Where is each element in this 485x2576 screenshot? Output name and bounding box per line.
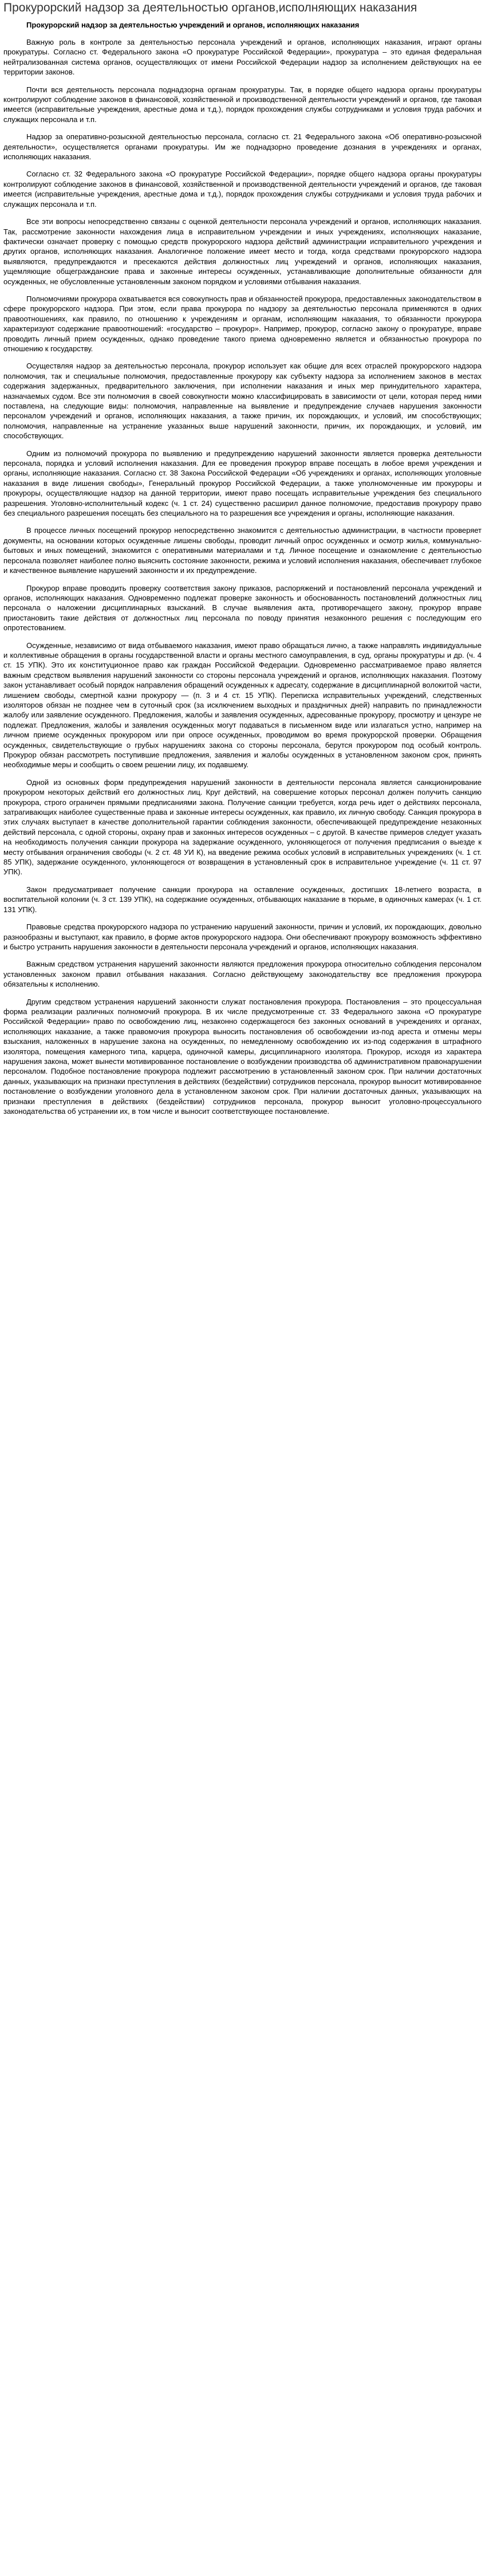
paragraph: Другим средством устранения нарушений законности служат постановления прокурора. Постановления – это процессуальная форма реализации различных полномочий прокурора. В их числе предусмотренные ст. 33 Федерального закона «О прокуратуре Российской Федерации» право по освобождению лиц, незаконно содержащегося без законных оснований в учреждениях и органах, исполняющих наказание, а также правомочия прокурора выносить постановления об освобождении из-под ареста и отмены меры взыскания, наложенных в нарушение закона на осужденных, по немедленному освобождению их из-под содержания в штрафного изолятора, помещения камерного типа, карцера, одиночной камеры, дисциплинарного изолятора. Прокурор, исходя из характера нарушения закона, может вынести мотивированное постановление о возбуждении производства об административном правонарушении персоналом. Подобное постановление прокурора подлежит рассмотрению в установленный законом срок. При наличии достаточных данных, указывающих на признаки преступления в действиях (бездействии) сотрудников персонала, прокурор выносит мотивированное постановление о возбуждении уголовного дела в установленном законом срок. При наличии достаточных данных, указывающих на признаки преступления в действиях (бездействии) сотрудников персонала, прокурор выносит уголовно-процессуального законодательства об устранении их, в том числе и выносит соответствующее постановление. — [3, 997, 482, 1116]
page-title: Прокурорский надзор за деятельностью органов,исполняющих наказания — [3, 1, 417, 14]
paragraph: Закон предусматривает получение санкции прокурора на оставление осужденных, достигших 18-летнего возраста, в воспитательной колонии (ч. 3 ст. 139 УПК), на содержание осужденных, отбывающих наказание в тюрьме, в одиночных камерах (ч. 1 ст. 131 УПК). — [3, 885, 482, 914]
paragraph: Осужденные, независимо от вида отбываемого наказания, имеют право обращаться лично, а также направлять индивидуальные и коллективные обращения в органы государственной власти и органы местного самоуправления, в суд, органы прокуратуры и др. (ч. 4 ст. 15 УПК). Это их конституционное право как граждан Российской Федерации. Одновременно рассматриваемое право является важным средством выявления нарушений законности со стороны персонала учреждений и органов, исполняющих наказания. Поэтому закон устанавливает особый порядок направления обращений осужденных к адресату, содержание в дисциплинарной волокитой части, лишением свободы, смертной казни прокурору — (п. 3 и 4 ст. 15 УПК). Переписка исправительных учреждений, следственных изоляторов обязан не позднее чем в суточный срок (за исключением выходных и праздничных дней) направить по принадлежности жалобу или заявление осужденного. Предложения, жалобы и заявления осужденных, адресованные прокурору, просмотру и цензуре не подлежат. Предложения, жалобы и заявления осужденных могут подаваться в письменном виде или излагаться устно, например на личном приеме осужденных прокурором или при опросе осужденных, проводимом во время прокурорской проверки. Обращения осужденных, свидетельствующие о грубых нарушениях закона со стороны персонала, берутся прокурором под особый контроль. Прокурор обязан рассмотреть поступившие предложения, заявления и жалобы осужденных в установленном законом срок, принять необходимые меры и сообщить о своем решении лицу, их подавшему. — [3, 641, 482, 769]
section-heading: Прокурорский надзор за деятельностью учреждений и органов, исполняющих наказания — [26, 21, 360, 29]
paragraph: Надзор за оперативно-розыскной деятельностью персонала, согласно ст. 21 Федерального закона «Об оперативно-розыскной деятельности», осуществляется органами прокуратуры. Им же поднадзорно проведение дознания в учреждениях и органах, исполняющих наказания. — [3, 132, 482, 162]
paragraph: В процессе личных посещений прокурор непосредственно знакомится с деятельностью администрации, в частности проверяет документы, на основании которых осужденные лишены свободы, проводит личный опрос осужденных и осмотр жилья, коммунально-бытовых и иных помещений, знакомится с оперативными материалами и т.д. Личное посещение и ознакомление с деятельностью персонала позволяет наиболее полно выяснить состояние законности, режима и условий исполнения наказания, обеспечивает глубокое и качественное выявление нарушений законности и их предупреждение. — [3, 526, 482, 575]
paragraph: Почти вся деятельность персонала поднадзорна органам прокуратуры. Так, в порядке общего надзора органы прокуратуры контролируют соблюдение законов в финансовой, хозяйственной и производственной деятельности учреждений и органов, где таковая имеется (исправительные учреждения, арестные дома и т.д.), порядок прохождения службы сотрудниками и условия труда рабочих и служащих персонала и т.п. — [3, 85, 482, 124]
paragraph: Важным средством устранения нарушений законности являются предложения прокурора относительно соблюдения персоналом установленных законом правил отбывания наказания. Согласно действующему законодательству все предложения прокурора обязательны к исполнению. — [3, 960, 482, 989]
paragraph: Полномочиями прокурора охватывается вся совокупность прав и обязанностей прокурора, предоставленных законодательством в сфере прокурорского надзора. При этом, если права прокурора по надзору за деятельностью персонала применяются в одних правоотношениях, как правило, по отношению к учреждениям и органам, исполняющим наказания, то обязанности прокурора характеризуют содержание правоотношений: «государство – прокурор». Например, прокурор, согласно закону о прокуратуре, вправе проводить личный прием осужденных, однако проведение такого приема одновременно является и обязанностью прокурора по отношению к государству. — [3, 294, 482, 353]
paragraph: Согласно ст. 32 Федерального закона «О прокуратуре Российской Федерации», порядке общего надзора органы прокуратуры контролируют соблюдение законов в финансовой, хозяйственной и производственной деятельности учреждений и органов, где таковая имеется (исправительные учреждения, арестные дома и т.д.), порядок прохождения службы сотрудниками и условия труда рабочих и служащих персонала и т.п. — [3, 170, 482, 209]
paragraph: Все эти вопросы непосредственно связаны с оценкой деятельности персонала учреждений и органов, исполняющих наказания. Так, рассмотрение законности нахождения лица в исправительном учреждении и иных учреждениях, исполняющих наказание, фактически означает проверку с помощью средств прокурорского надзора действий администрации исправительного учреждения и других органов, исполняющих наказания. Аналогичное положение имеет место и тогда, когда средствами прокурорского надзора выявляются, предупреждаются и пресекаются действия должностных лиц учреждений и органов, исполняющих наказания, ущемляющие общегражданские права и законные интересы осужденных, устанавливающие дополнительные обязанности для осужденных, не обусловленные установленным законом порядком и условиями отбывания наказания. — [3, 217, 482, 286]
paragraph: Правовые средства прокурорского надзора по устранению нарушений законности, причин и условий, их порождающих, довольно разнообразны и выступают, как правило, в форме актов прокурорского надзора. Они обеспечивают прокурору возможность эффективно и быстро устранить нарушения законности в деятельности персонала учреждений и органов, исполняющих наказания. — [3, 922, 482, 951]
paragraph: Одной из основных форм предупреждения нарушений законности в деятельности персонала является санкционирование прокурором некоторых действий его должностных лиц. Круг действий, на совершение которых персонал должен получить санкцию прокурора, строго ограничен прямыми предписаниями закона. Получение санкции требуется, когда речь идет о действиях персонала, затрагивающих наиболее существенные права и законные интересы осужденных, как правило, их личную свободу. Санкция прокурора в этих случаях выступает в качестве дополнительной гарантии соблюдения законности, обеспечивающей предупреждение незаконных действий персонала, с одной стороны, охрану прав и законных интересов осужденных – с другой. В качестве примеров следует указать на необходимость получения санкции прокурора на задержание осужденного, уклоняющегося от получения предписания о выезде к месту отбывания ограничения свободы (ч. 2 ст. 48 УИ К), на введение режима особых условий в исправительных учреждениях (ч. 1 ст. 85 УПК), задержание осужденного, уклоняющегося от возвращения в установленный срок в исправительное учреждение (ч. 11 ст. 97 УПК). — [3, 777, 482, 877]
paragraph: Осуществляя надзор за деятельностью персонала, прокурор использует как общие для всех отраслей прокурорского надзора полномочия, так и специальные полномочия, предоставленные прокурору как субъекту надзора за исполнением законов в местах содержания задержанных, предварительного заключения, при исполнении наказания и иных мер принудительного характера, назначаемых судом. Все эти полномочия в своей совокупности можно классифицировать в зависимости от цели, которая перед ними поставлена, на следующие виды: полномочия, направленные на выявление и предупреждение случаев нарушения законности персоналом учреждений и органов, исполняющих наказания, а также причин, их порождающих, и условий, им способствующих; полномочия, направленные на устранение указанных выше нарушений законности, причин, их порождающих, и условий, им способствующих. — [3, 362, 482, 441]
article-body — [3, 37, 482, 1116]
paragraph: Прокурор вправе проводить проверку соответствия закону приказов, распоряжений и постановлений персонала учреждений и органов, исполняющих наказания. Одновременно подлежат проверке законность и обоснованность постановлений должностных лиц персонала о наложении дисциплинарных взысканий. В случае выявления акта, противоречащего закону, прокурор вправе приостановить такие действия от должностных лиц персонала по поводу принятия незаконного решения с последующим его опротестованием. — [3, 583, 482, 633]
paragraph: Одним из полномочий прокурора по выявлению и предупреждению нарушений законности является проверка деятельности персонала, порядка и условий исполнения наказания. Для ее проведения прокурор вправе посещать в любое время учреждения и органы, исполняющие наказания. Согласно ст. 38 Закона Российской Федерации «Об учреждениях и органах, исполняющих уголовные наказания в виде лишения свободы», Генеральный прокурор Российской Федерации, а также уполномоченные им прокуроры и прокуроры, осуществляющие надзор на данной территории, имеют право посещать исправительные учреждения без специального разрешения. Уголовно-исполнительный кодекс (ч. 1 ст. 24) существенно расширил данное полномочие, предоставив прокурору право без специального разрешения посещать без специального на то разрешения все учреждения и органы, исполняющие наказания. — [3, 449, 482, 518]
paragraph: Важную роль в контроле за деятельностью персонала учреждений и органов, исполняющих наказания, играют органы прокуратуры. Согласно ст. Федерального закона «О прокуратуре Российской Федерации», прокуратура – это единая федеральная нейтрализованная система органов, осуществляющих от имени Российской Федерации надзор за исполнением действующих на ее территории законов. — [3, 38, 482, 77]
